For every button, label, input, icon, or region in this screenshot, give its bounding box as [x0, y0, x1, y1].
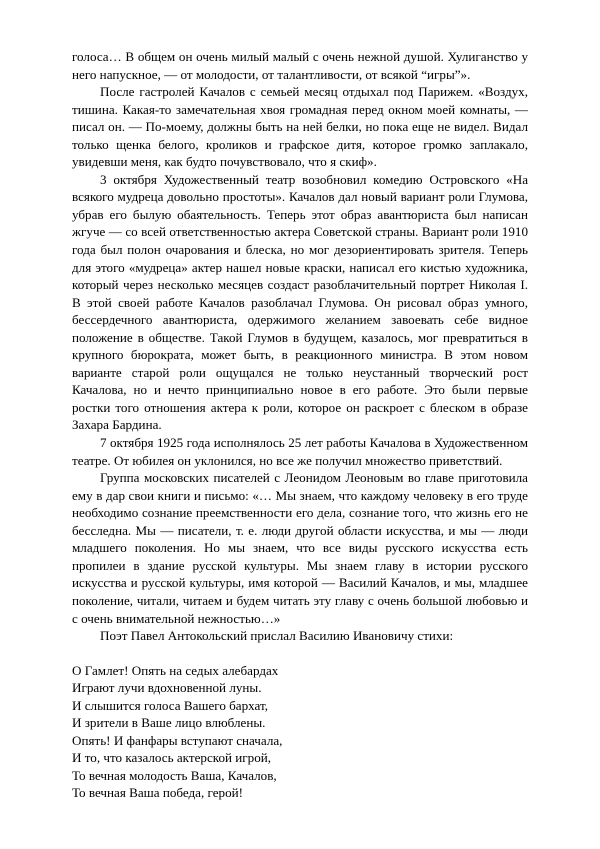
paragraph-5: Группа московских писателей с Леонидом Леоновым во главе приготовила ему в дар свои книги и письмо: «… Мы знаем, что каждому человеку в его труде необходимо сознание преемственности его дела, сознание того, что жизнь его не бесследна. Мы — писатели, т. е. люди другой области искусства, и мы — люди младшего поколения. Но мы знаем, что все виды русского искусства есть пропилеи в здание русской культуры. Мы знаем главу в истории русского искусства и русской культуры, имя которой — Василий Качалов, и мы, младшее поколение, читали, читаем и будем читать эту главу с очень большой любовью и с очень внимательной нежностью…»: [72, 470, 528, 626]
poem-line: И зрители в Ваше лицо влюблены.: [72, 715, 266, 731]
poem-line: Опять! И фанфары вступают сначала,: [72, 732, 283, 748]
poem-line: И слышится голоса Вашего бархат,: [72, 697, 269, 713]
paragraph-4: 7 октября 1925 года исполнялось 25 лет работы Качалова в Художественном театре. От юбилея он уклонился, но все же получил множество приветствий.: [72, 435, 528, 468]
paragraph-6-poem-intro: Поэт Павел Антокольский прислал Василию Ивановичу стихи:: [100, 628, 454, 644]
poem-line: То вечная Ваша победа, герой!: [72, 785, 244, 801]
text-column: [72, 48, 528, 802]
poem-line: И то, что казалось актерской игрой,: [72, 750, 272, 766]
poem-line: Играют лучи вдохновенной луны.: [72, 680, 262, 696]
poem-block: [72, 662, 528, 802]
paragraph-1: голоса… В общем он очень милый малый с очень нежной душой. Хулиганство у него напускное, — от молодости, от талантливости, от всякой “игры”».: [72, 49, 528, 82]
poem-line: О Гамлет! Опять на седых алебардах: [72, 662, 279, 678]
poem-spacer: [72, 645, 528, 662]
paragraph-3: 3 октября Художественный театр возобновил комедию Островского «На всякого мудреца довольно простоты». Качалов дал новый вариант роли Глумова, убрав его былую обаятельность. Теперь этот образ авантюриста был написан жгуче — со всей ответственностью актера Советской страны. Вариант роли 1910 года был полон очарования и блеска, но мог дезориентировать зрителя. Теперь для этого «мудреца» актер нашел новые краски, написал его кистью художника, который через несколько месяцев создаст разоблачительный портрет Николая I. В этой своей работе Качалов разоблачал Глумова. Он рисовал образ умного, бессердечного авантюриста, одержимого желанием завоевать себе видное положение в обществе. Такой Глумов в будущем, казалось, мог превратиться в крупного бюрократа, может быть, в реакционного министра. В этом новом варианте старой роли ощущался не только неустанный творческий рост Качалова, но и нечто принципиально новое в его работе. Это были первые ростки того отношения актера к роли, которое он раскроет с блеском в образе Захара Бардина.: [72, 171, 528, 433]
poem-line: То вечная молодость Ваша, Качалов,: [72, 767, 277, 783]
paragraph-2: После гастролей Качалов с семьей месяц отдыхал под Парижем. «Воздух, тишина. Какая-то замечательная хвоя громадная перед окном моей комнаты, — писал он. — По-моему, должны быть на ней белки, но пока еще не видел. Видал только щенка белого, кроликов и графское дитя, которое громко заплакало, увидевши меня, как будто почувствовало, что я скиф».: [72, 84, 528, 170]
